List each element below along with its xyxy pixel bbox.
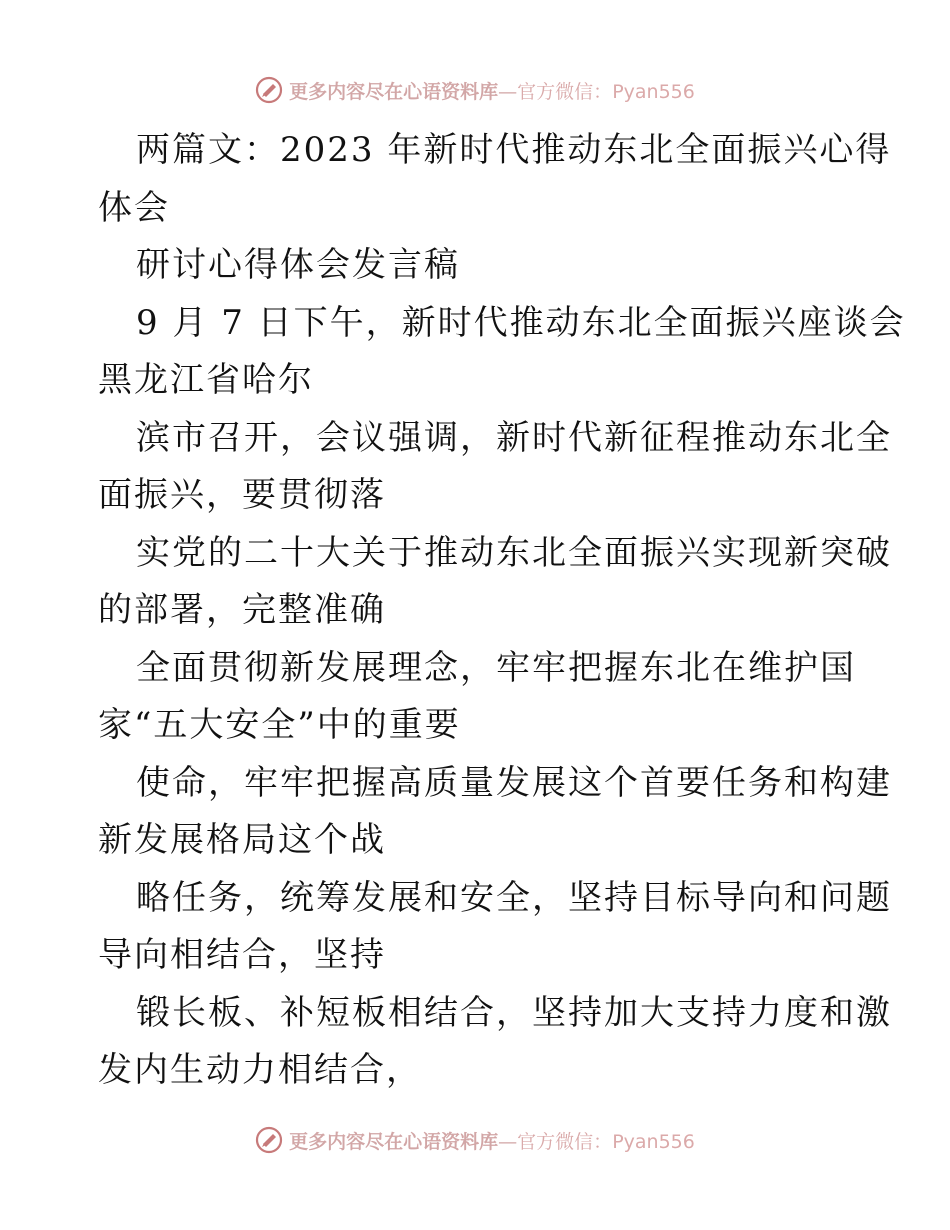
doc-line: 发内生动力相结合， <box>98 1050 422 1090</box>
doc-line: 家“五大安全”中的重要 <box>98 705 461 745</box>
doc-line: 实党的二十大关于推动东北全面振兴实现新突破 <box>136 532 892 573</box>
doc-line: 滨市召开，会议强调，新时代新征程推动东北全 <box>136 417 892 458</box>
doc-line: 新发展格局这个战 <box>98 820 386 860</box>
book-seal-icon <box>255 76 283 104</box>
footer-brand: 更多内容尽在心语资料库 <box>289 1130 499 1153</box>
header-wechat-id: Pyan556 <box>612 80 695 103</box>
header-banner <box>0 70 950 110</box>
doc-line: 9 月 7 日下午，新时代推动东北全面振兴座谈会 <box>136 302 906 343</box>
header-official-label: 官方微信： <box>517 80 613 103</box>
footer-banner <box>0 1120 950 1160</box>
doc-line: 面振兴，要贯彻落 <box>98 475 386 515</box>
doc-line: 使命，牢牢把握高质量发展这个首要任务和构建 <box>136 762 892 803</box>
doc-line: 锻长板、补短板相结合，坚持加大支持力度和激 <box>136 992 892 1033</box>
header-dash: — <box>498 80 518 103</box>
footer-official-label: 官方微信： <box>517 1130 613 1153</box>
doc-line-title-1: 两篇文：2023 年新时代推动东北全面振兴心得 <box>136 130 892 170</box>
doc-line-title-2: 体会 <box>98 187 170 228</box>
footer-wechat-id: Pyan556 <box>612 1130 695 1153</box>
doc-line: 略任务，统筹发展和安全，坚持目标导向和问题 <box>136 877 892 918</box>
doc-line: 黑龙江省哈尔 <box>98 360 314 400</box>
doc-line: 全面贯彻新发展理念，牢牢把握东北在维护国 <box>136 647 856 688</box>
doc-line-subtitle: 研讨心得体会发言稿 <box>136 245 460 285</box>
document-body <box>98 122 906 1100</box>
doc-line: 导向相结合，坚持 <box>98 935 386 975</box>
footer-banner-text <box>289 1127 695 1154</box>
book-seal-icon <box>255 1126 283 1154</box>
footer-dash: — <box>498 1130 518 1153</box>
header-brand: 更多内容尽在心语资料库 <box>289 80 499 103</box>
header-banner-text <box>289 77 695 104</box>
doc-line: 的部署，完整准确 <box>98 590 386 630</box>
